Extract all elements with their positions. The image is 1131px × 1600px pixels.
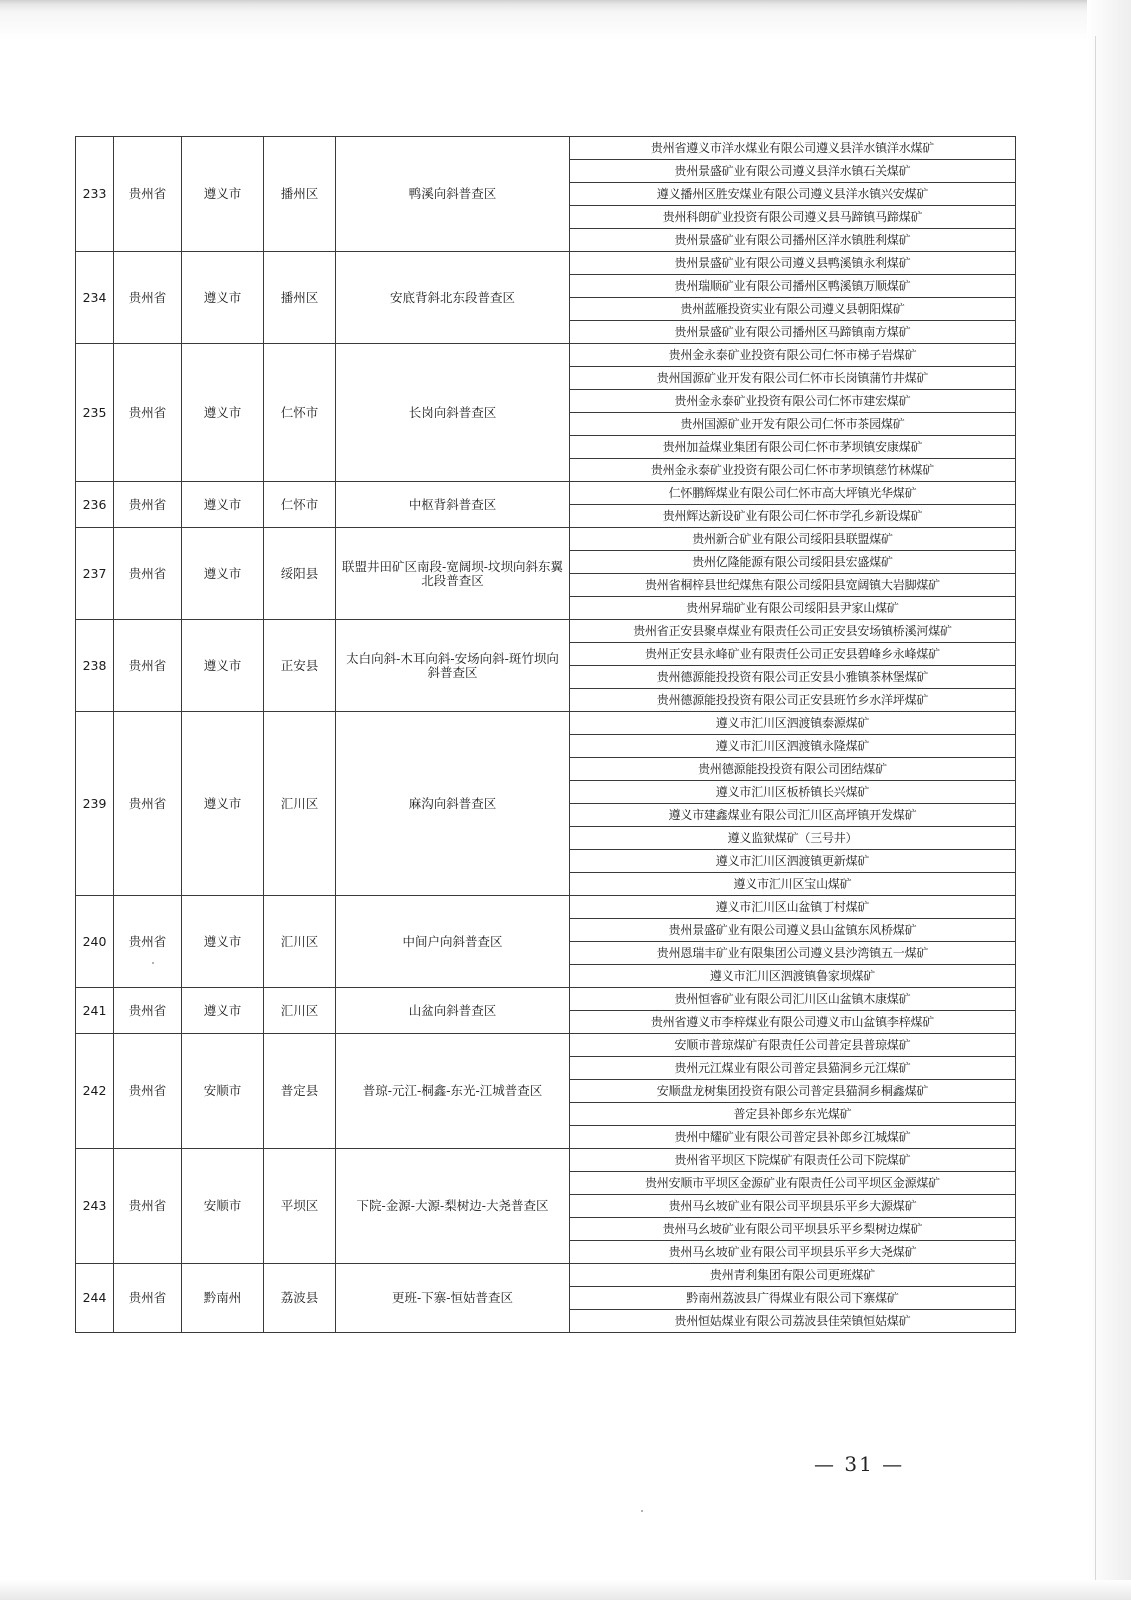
survey-area-cell: 麻沟向斜普查区 <box>336 712 570 896</box>
row-number: 239 <box>76 712 114 896</box>
city-cell: 遵义市 <box>182 482 264 528</box>
mine-name-cell: 贵州新合矿业有限公司绥阳县联盟煤矿 <box>570 528 1016 551</box>
row-number: 240 <box>76 896 114 988</box>
city-cell: 遵义市 <box>182 620 264 712</box>
county-cell: 绥阳县 <box>264 528 336 620</box>
city-cell: 遵义市 <box>182 712 264 896</box>
province-cell: 贵州省 <box>114 1149 182 1264</box>
county-cell: 汇川区 <box>264 712 336 896</box>
mine-name-cell: 黔南州荔波县广得煤业有限公司下寨煤矿 <box>570 1287 1016 1310</box>
province-cell: 贵州省 <box>114 137 182 252</box>
mine-name-cell: 贵州景盛矿业有限公司遵义县山盆镇东风桥煤矿 <box>570 919 1016 942</box>
mine-name-cell: 贵州省遵义市洋水煤业有限公司遵义县洋水镇洋水煤矿 <box>570 137 1016 160</box>
table-row <box>76 712 1016 735</box>
mine-name-cell: 贵州景盛矿业有限公司播州区洋水镇胜利煤矿 <box>570 229 1016 252</box>
page-number: — 31 — <box>814 1452 905 1476</box>
coal-mine-table <box>75 136 1016 1333</box>
county-cell: 汇川区 <box>264 988 336 1034</box>
table-row <box>76 1034 1016 1057</box>
row-number: 236 <box>76 482 114 528</box>
table-row <box>76 137 1016 160</box>
table-row <box>76 896 1016 919</box>
scan-top-shadow <box>0 0 1131 40</box>
mine-name-cell: 贵州景盛矿业有限公司遵义县鸭溪镇永利煤矿 <box>570 252 1016 275</box>
mine-name-cell: 贵州马幺坡矿业有限公司平坝县乐平乡大尧煤矿 <box>570 1241 1016 1264</box>
survey-area-cell: 太白向斜-木耳向斜-安场向斜-斑竹坝向斜普查区 <box>336 620 570 712</box>
province-cell: 贵州省 <box>114 344 182 482</box>
table-row <box>76 988 1016 1011</box>
county-cell: 荔波县 <box>264 1264 336 1333</box>
table-row <box>76 620 1016 643</box>
mine-name-cell: 贵州辉达新设矿业有限公司仁怀市学孔乡新设煤矿 <box>570 505 1016 528</box>
city-cell: 安顺市 <box>182 1034 264 1149</box>
table-row <box>76 1149 1016 1172</box>
scan-speck <box>152 962 154 964</box>
province-cell: 贵州省 <box>114 620 182 712</box>
province-cell: 贵州省 <box>114 1034 182 1149</box>
scan-speck <box>641 1510 643 1512</box>
province-cell: 贵州省 <box>114 896 182 988</box>
mine-name-cell: 贵州亿隆能源有限公司绥阳县宏盛煤矿 <box>570 551 1016 574</box>
mine-name-cell: 遵义市汇川区板桥镇长兴煤矿 <box>570 781 1016 804</box>
table-row <box>76 252 1016 275</box>
mine-name-cell: 贵州恒睿矿业有限公司汇川区山盆镇木康煤矿 <box>570 988 1016 1011</box>
city-cell: 遵义市 <box>182 896 264 988</box>
mine-name-cell: 贵州德源能投投资有限公司正安县班竹乡水洋坪煤矿 <box>570 689 1016 712</box>
mine-name-cell: 贵州金永泰矿业投资有限公司仁怀市建宏煤矿 <box>570 390 1016 413</box>
survey-area-cell: 鸭溪向斜普查区 <box>336 137 570 252</box>
mine-name-cell: 贵州元江煤业有限公司普定县猫洞乡元江煤矿 <box>570 1057 1016 1080</box>
mine-name-cell: 贵州省正安县聚卓煤业有限责任公司正安县安场镇桥溪河煤矿 <box>570 620 1016 643</box>
scan-right-edge <box>1095 36 1096 1596</box>
mine-name-cell: 遵义市汇川区宝山煤矿 <box>570 873 1016 896</box>
mine-name-cell: 遵义播州区胜安煤业有限公司遵义县洋水镇兴安煤矿 <box>570 183 1016 206</box>
mine-name-cell: 遵义监狱煤矿（三号井） <box>570 827 1016 850</box>
scan-bottom-shadow <box>0 1580 1131 1600</box>
mine-name-cell: 贵州蓝雁投资实业有限公司遵义县朝阳煤矿 <box>570 298 1016 321</box>
row-number: 237 <box>76 528 114 620</box>
row-number: 234 <box>76 252 114 344</box>
mine-name-cell: 贵州安顺市平坝区金源矿业有限责任公司平坝区金源煤矿 <box>570 1172 1016 1195</box>
survey-area-cell: 安底背斜北东段普查区 <box>336 252 570 344</box>
mine-name-cell: 贵州省遵义市李梓煤业有限公司遵义市山盆镇李梓煤矿 <box>570 1011 1016 1034</box>
county-cell: 平坝区 <box>264 1149 336 1264</box>
mine-name-cell: 贵州德源能投投资有限公司正安县小雅镇茶林堡煤矿 <box>570 666 1016 689</box>
survey-area-cell: 普琼-元江-桐鑫-东光-江城普查区 <box>336 1034 570 1149</box>
mine-name-cell: 贵州加益煤业集团有限公司仁怀市茅坝镇安康煤矿 <box>570 436 1016 459</box>
province-cell: 贵州省 <box>114 252 182 344</box>
mine-name-cell: 贵州景盛矿业有限公司遵义县洋水镇石关煤矿 <box>570 160 1016 183</box>
county-cell: 普定县 <box>264 1034 336 1149</box>
survey-area-cell: 长岗向斜普查区 <box>336 344 570 482</box>
city-cell: 黔南州 <box>182 1264 264 1333</box>
survey-area-cell: 山盆向斜普查区 <box>336 988 570 1034</box>
mine-name-cell: 遵义市汇川区山盆镇丁村煤矿 <box>570 896 1016 919</box>
row-number: 242 <box>76 1034 114 1149</box>
survey-area-cell: 下院-金源-大源-梨树边-大尧普查区 <box>336 1149 570 1264</box>
mine-name-cell: 遵义市汇川区泗渡镇永隆煤矿 <box>570 735 1016 758</box>
mine-name-cell: 贵州瑞顺矿业有限公司播州区鸭溪镇万顺煤矿 <box>570 275 1016 298</box>
mine-name-cell: 贵州马幺坡矿业有限公司平坝县乐平乡梨树边煤矿 <box>570 1218 1016 1241</box>
city-cell: 遵义市 <box>182 137 264 252</box>
mine-name-cell: 遵义市汇川区泗渡镇更新煤矿 <box>570 850 1016 873</box>
mine-name-cell: 遵义市建鑫煤业有限公司汇川区高坪镇开发煤矿 <box>570 804 1016 827</box>
city-cell: 遵义市 <box>182 344 264 482</box>
mine-name-cell: 贵州金永泰矿业投资有限公司仁怀市茅坝镇慈竹林煤矿 <box>570 459 1016 482</box>
row-number: 235 <box>76 344 114 482</box>
city-cell: 遵义市 <box>182 988 264 1034</box>
coal-mine-table-container <box>75 136 1016 1333</box>
city-cell: 遵义市 <box>182 528 264 620</box>
county-cell: 正安县 <box>264 620 336 712</box>
mine-name-cell: 贵州国源矿业开发有限公司仁怀市长岗镇蒲竹井煤矿 <box>570 367 1016 390</box>
mine-name-cell: 安顺市普琼煤矿有限责任公司普定县普琼煤矿 <box>570 1034 1016 1057</box>
table-row <box>76 482 1016 505</box>
province-cell: 贵州省 <box>114 712 182 896</box>
province-cell: 贵州省 <box>114 988 182 1034</box>
mine-name-cell: 贵州省桐梓县世纪煤焦有限公司绥阳县宽阔镇大岩脚煤矿 <box>570 574 1016 597</box>
mine-name-cell: 贵州德源能投投资有限公司团结煤矿 <box>570 758 1016 781</box>
province-cell: 贵州省 <box>114 528 182 620</box>
survey-area-cell: 中间户向斜普查区 <box>336 896 570 988</box>
mine-name-cell: 贵州马幺坡矿业有限公司平坝县乐平乡大源煤矿 <box>570 1195 1016 1218</box>
mine-name-cell: 仁怀鹏辉煤业有限公司仁怀市高大坪镇光华煤矿 <box>570 482 1016 505</box>
mine-name-cell: 贵州国源矿业开发有限公司仁怀市茶园煤矿 <box>570 413 1016 436</box>
table-row <box>76 1264 1016 1287</box>
county-cell: 播州区 <box>264 252 336 344</box>
mine-name-cell: 贵州恒姑煤业有限公司荔波县佳荣镇恒姑煤矿 <box>570 1310 1016 1333</box>
mine-name-cell: 安顺盘龙树集团投资有限公司普定县猫洞乡桐鑫煤矿 <box>570 1080 1016 1103</box>
scan-right-shadow <box>1087 0 1131 1600</box>
survey-area-cell: 中枢背斜普查区 <box>336 482 570 528</box>
mine-name-cell: 贵州昇瑞矿业有限公司绥阳县尹家山煤矿 <box>570 597 1016 620</box>
mine-name-cell: 贵州省平坝区下院煤矿有限责任公司下院煤矿 <box>570 1149 1016 1172</box>
mine-name-cell: 贵州中耀矿业有限公司普定县补郎乡江城煤矿 <box>570 1126 1016 1149</box>
county-cell: 仁怀市 <box>264 344 336 482</box>
survey-area-cell: 更班-下寨-恒姑普查区 <box>336 1264 570 1333</box>
mine-name-cell: 贵州科朗矿业投资有限公司遵义县马蹄镇马蹄煤矿 <box>570 206 1016 229</box>
county-cell: 播州区 <box>264 137 336 252</box>
mine-name-cell: 普定县补郎乡东光煤矿 <box>570 1103 1016 1126</box>
province-cell: 贵州省 <box>114 1264 182 1333</box>
row-number: 238 <box>76 620 114 712</box>
table-row <box>76 528 1016 551</box>
mine-name-cell: 贵州青利集团有限公司更班煤矿 <box>570 1264 1016 1287</box>
county-cell: 仁怀市 <box>264 482 336 528</box>
mine-name-cell: 贵州金永泰矿业投资有限公司仁怀市梯子岩煤矿 <box>570 344 1016 367</box>
city-cell: 遵义市 <box>182 252 264 344</box>
mine-name-cell: 贵州正安县永峰矿业有限责任公司正安县碧峰乡永峰煤矿 <box>570 643 1016 666</box>
table-row <box>76 344 1016 367</box>
row-number: 241 <box>76 988 114 1034</box>
county-cell: 汇川区 <box>264 896 336 988</box>
mine-name-cell: 贵州景盛矿业有限公司播州区马蹄镇南方煤矿 <box>570 321 1016 344</box>
city-cell: 安顺市 <box>182 1149 264 1264</box>
row-number: 244 <box>76 1264 114 1333</box>
survey-area-cell: 联盟井田矿区南段-宽阔坝-坟坝向斜东翼北段普查区 <box>336 528 570 620</box>
mine-name-cell: 遵义市汇川区泗渡镇鲁家坝煤矿 <box>570 965 1016 988</box>
province-cell: 贵州省 <box>114 482 182 528</box>
mine-name-cell: 遵义市汇川区泗渡镇泰源煤矿 <box>570 712 1016 735</box>
mine-name-cell: 贵州恩瑞丰矿业有限集团公司遵义县沙湾镇五一煤矿 <box>570 942 1016 965</box>
row-number: 233 <box>76 137 114 252</box>
row-number: 243 <box>76 1149 114 1264</box>
